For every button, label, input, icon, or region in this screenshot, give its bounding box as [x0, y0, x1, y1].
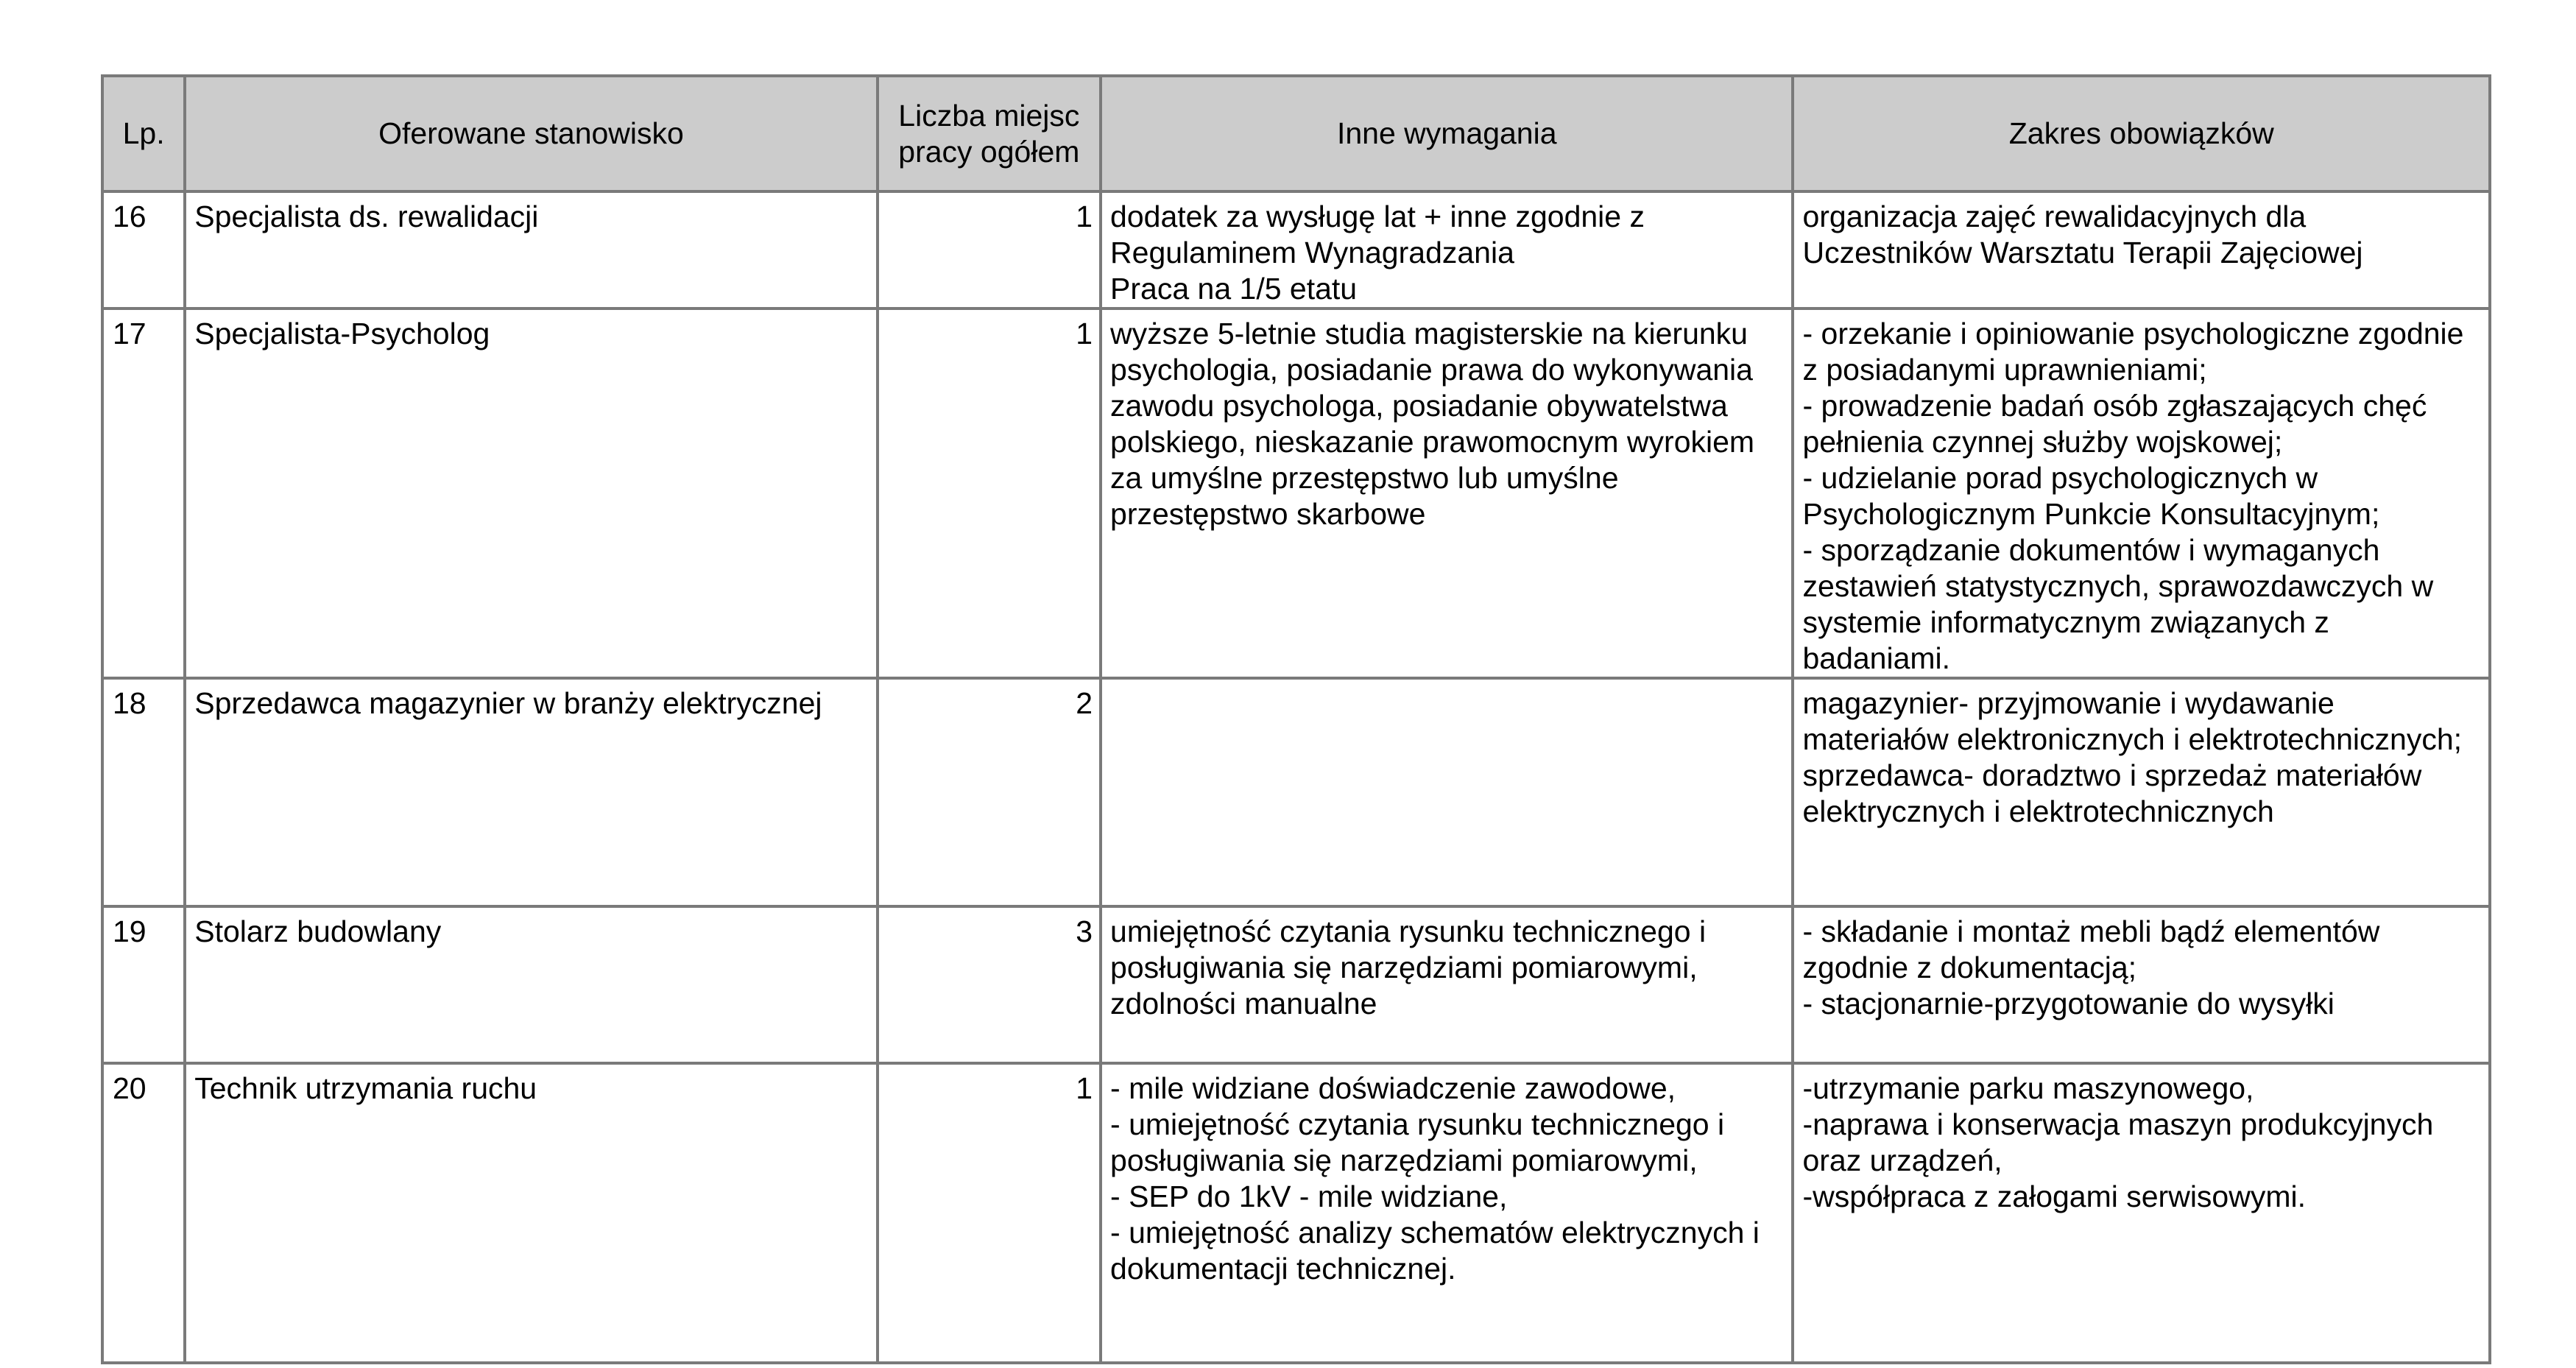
header-count-label: Liczba miejsc pracy ogółem: [898, 98, 1080, 169]
job-offers-table: [101, 74, 2491, 1364]
cell-lp: 18: [102, 678, 185, 906]
cell-requirements: [1101, 678, 1793, 906]
header-row: [102, 76, 2490, 191]
cell-position: Stolarz budowlany: [185, 906, 877, 1063]
cell-count: 1: [878, 191, 1101, 308]
cell-count: 1: [878, 1063, 1101, 1363]
cell-lp: 16: [102, 191, 185, 308]
cell-duties: - składanie i montaż mebli bądź elementów zgodnie z dokumentacją; - stacjonarnie-przygotowanie do wysyłki: [1793, 906, 2490, 1063]
cell-lp: 17: [102, 308, 185, 678]
cell-duties: organizacja zajęć rewalidacyjnych dla Uczestników Warsztatu Terapii Zajęciowej: [1793, 191, 2490, 308]
header-lp: Lp.: [102, 76, 185, 191]
table-body: [102, 191, 2490, 1363]
header-requirements: Inne wymagania: [1101, 76, 1793, 191]
table-row: [102, 191, 2490, 308]
cell-position: Technik utrzymania ruchu: [185, 1063, 877, 1363]
cell-count: 3: [878, 906, 1101, 1063]
cell-duties: magazynier- przyjmowanie i wydawanie materiałów elektronicznych i elektrotechnicznych; sprzedawca- doradztwo i sprzedaż materiałów elektrycznych i elektrotechnicznych: [1793, 678, 2490, 906]
cell-position: Specjalista-Psycholog: [185, 308, 877, 678]
cell-position: Sprzedawca magazynier w branży elektrycznej: [185, 678, 877, 906]
header-count: [878, 76, 1101, 191]
cell-count: 1: [878, 308, 1101, 678]
table-row: [102, 308, 2490, 678]
table-row: [102, 678, 2490, 906]
cell-duties: -utrzymanie parku maszynowego, -naprawa i konserwacja maszyn produkcyjnych oraz urządzeń, -współpraca z załogami serwisowymi.: [1793, 1063, 2490, 1363]
cell-requirements: dodatek za wysługę lat + inne zgodnie z Regulaminem Wynagradzania Praca na 1/5 etatu: [1101, 191, 1793, 308]
header-duties: Zakres obowiązków: [1793, 76, 2490, 191]
cell-position: Specjalista ds. rewalidacji: [185, 191, 877, 308]
cell-requirements: wyższe 5-letnie studia magisterskie na kierunku psychologia, posiadanie prawa do wykonywania zawodu psychologa, posiadanie obywatelstwa polskiego, nieskazanie prawomocnym wyrokiem za umyślne przestępstwo lub umyślne przestępstwo skarbowe: [1101, 308, 1793, 678]
cell-lp: 19: [102, 906, 185, 1063]
cell-requirements: - mile widziane doświadczenie zawodowe, - umiejętność czytania rysunku technicznego i posługiwania się narzędziami pomiarowymi, - SEP do 1kV - mile widziane, - umiejętność analizy schematów elektrycznych i dokumentacji technicznej.: [1101, 1063, 1793, 1363]
table-row: [102, 906, 2490, 1063]
table-row: [102, 1063, 2490, 1363]
cell-lp: 20: [102, 1063, 185, 1363]
table-header: [102, 76, 2490, 191]
cell-count: 2: [878, 678, 1101, 906]
header-position: Oferowane stanowisko: [185, 76, 877, 191]
cell-duties: - orzekanie i opiniowanie psychologiczne zgodnie z posiadanymi uprawnieniami; - prowadzenie badań osób zgłaszających chęć pełnienia czynnej służby wojskowej; - udzielanie porad psychologicznych w Psychologicznym Punkcie Konsultacyjnym; - sporządzanie dokumentów i wymaganych zestawień statystycznych, sprawozdawczych w systemie informatycznym związanych z badaniami.: [1793, 308, 2490, 678]
cell-requirements: umiejętność czytania rysunku technicznego i posługiwania się narzędziami pomiarowymi, zdolności manualne: [1101, 906, 1793, 1063]
